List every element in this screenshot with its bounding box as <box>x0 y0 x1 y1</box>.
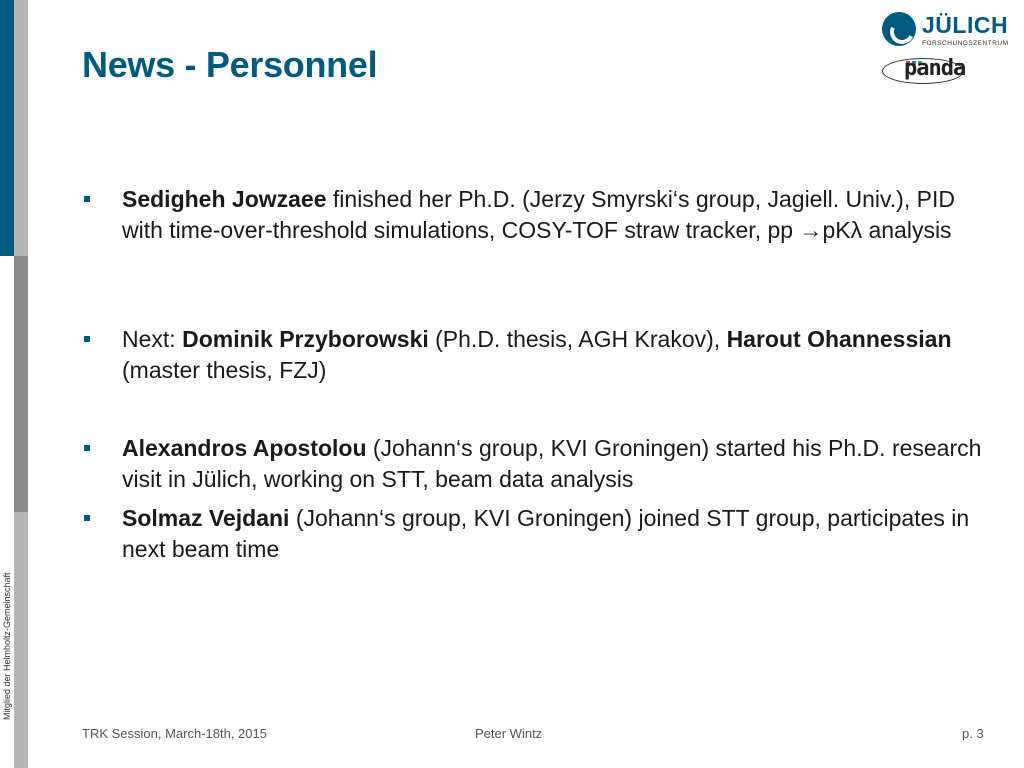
panda-logo-name: panda <box>904 56 966 81</box>
footer-author: Peter Wintz <box>475 726 543 741</box>
footer-session: TRK Session, March-18th, 2015 <box>82 726 267 741</box>
slide-title: News - Personnel <box>82 44 378 85</box>
person-name: Sedigheh Jowzaee <box>122 186 327 212</box>
helmholtz-membership-text: Mitglied der Helmholtz-Gemeinschaft <box>2 572 12 720</box>
sidebar-gray-bar-top <box>14 0 28 256</box>
bullet-text <box>122 184 982 246</box>
juelich-logo-name: JÜLICH <box>922 12 1009 38</box>
footer-page-number: p. 3 <box>962 726 984 741</box>
bullet-square-icon <box>84 336 90 342</box>
sidebar-accent-bar <box>0 0 14 256</box>
bullet-prefix: Next: <box>122 326 183 352</box>
juelich-logo <box>882 10 1009 50</box>
juelich-mark-icon <box>882 12 916 46</box>
person-name: Solmaz Vejdani <box>122 505 290 531</box>
panda-logo <box>882 50 1000 84</box>
sidebar-gray-bar-middle <box>14 256 28 512</box>
bullet-description: (Johann‘s group, KVI Groningen) joined STT group, participates in next beam time <box>122 505 970 562</box>
bullet-description: (Johann‘s group, KVI Groningen) started his Ph.D. research visit in Jülich, working on STT, beam data analysis <box>122 435 982 492</box>
bullet-description: (master thesis, FZJ) <box>122 357 327 383</box>
bullet-description: (Ph.D. thesis, AGH Krakov), <box>428 326 727 352</box>
bullet-description: finished her Ph.D. (Jerzy Smyrski‘s group, Jagiell. Univ.), PID with time-over-threshold simulations, COSY-TOF straw tracker, pp →pKλ analysis <box>122 186 955 243</box>
person-name: Alexandros Apostolou <box>122 435 367 461</box>
bullet-square-icon <box>84 445 90 451</box>
sidebar-gray-bar-bottom <box>14 512 28 768</box>
person-name: Dominik Przyborowski <box>182 326 429 352</box>
juelich-logo-subtitle: FORSCHUNGSZENTRUM <box>922 40 1009 47</box>
bullet-text <box>122 503 982 565</box>
bullet-text <box>122 433 982 495</box>
bullet-square-icon <box>84 196 90 202</box>
person-name: Harout Ohannessian <box>726 326 952 352</box>
bullet-square-icon <box>84 515 90 521</box>
bullet-text <box>122 324 982 386</box>
